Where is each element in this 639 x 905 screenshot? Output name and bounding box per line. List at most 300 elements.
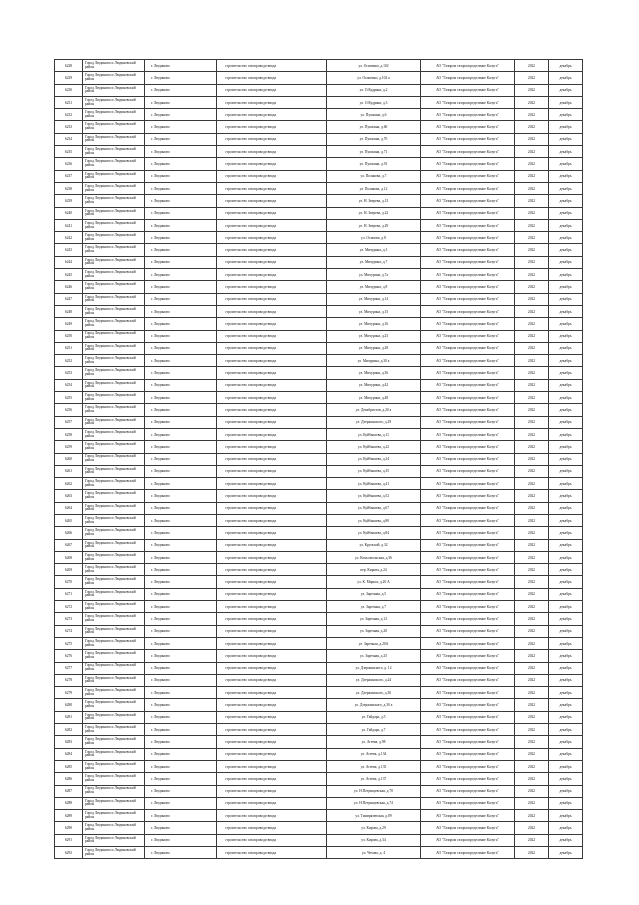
address-cell: ул. Пушкина, д.71 (327, 146, 421, 158)
year-cell: 2022 (515, 158, 549, 170)
table-row (55, 207, 583, 219)
locality-cell: г. Людиново (145, 674, 217, 686)
area-cell: Город Людиново и Людиновский район (83, 822, 145, 834)
work-type-cell: строительство газопровода-ввода (217, 60, 327, 72)
row-number-cell: 6231 (55, 96, 83, 108)
locality-cell: г. Людиново (145, 404, 217, 416)
table-row (55, 527, 583, 539)
row-number-cell: 6258 (55, 428, 83, 440)
year-cell: 2022 (515, 797, 549, 809)
address-cell: ул. Дзержинского, д.30 а (327, 699, 421, 711)
month-cell: декабрь (549, 158, 583, 170)
month-cell: декабрь (549, 256, 583, 268)
locality-cell: г. Людиново (145, 724, 217, 736)
organization-cell: АО "Газпром газораспределение Калуга" (421, 293, 515, 305)
month-cell: декабрь (549, 379, 583, 391)
work-type-cell: строительство газопровода-ввода (217, 588, 327, 600)
locality-cell: г. Людиново (145, 478, 217, 490)
table-row (55, 564, 583, 576)
year-cell: 2022 (515, 650, 549, 662)
area-cell: Город Людиново и Людиновский район (83, 810, 145, 822)
work-type-cell: строительство газопровода-ввода (217, 96, 327, 108)
organization-cell: АО "Газпром газораспределение Калуга" (421, 625, 515, 637)
row-number-cell: 6272 (55, 601, 83, 613)
year-cell: 2022 (515, 342, 549, 354)
organization-cell: АО "Газпром газораспределение Калуга" (421, 662, 515, 674)
organization-cell: АО "Газпром газораспределение Калуга" (421, 465, 515, 477)
table-row (55, 96, 583, 108)
locality-cell: г. Людиново (145, 637, 217, 649)
area-cell: Город Людиново и Людиновский район (83, 416, 145, 428)
area-cell: Город Людиново и Людиновский район (83, 121, 145, 133)
table-row (55, 588, 583, 600)
table-row (55, 453, 583, 465)
row-number-cell: 6280 (55, 699, 83, 711)
row-number-cell: 6243 (55, 244, 83, 256)
locality-cell: г. Людиново (145, 785, 217, 797)
month-cell: декабрь (549, 687, 583, 699)
organization-cell: АО "Газпром газораспределение Калуга" (421, 170, 515, 182)
month-cell: декабрь (549, 195, 583, 207)
month-cell: декабрь (549, 441, 583, 453)
address-cell: ул. Заречная, д.25 (327, 650, 421, 662)
row-number-cell: 6285 (55, 760, 83, 772)
table-row (55, 84, 583, 96)
table-row (55, 133, 583, 145)
organization-cell: АО "Газпром газораспределение Калуга" (421, 847, 515, 859)
area-cell: Город Людиново и Людиновский район (83, 84, 145, 96)
row-number-cell: 6273 (55, 613, 83, 625)
work-type-cell: строительство газопровода-ввода (217, 699, 327, 711)
address-cell: ул. Пушкина, д.6 (327, 109, 421, 121)
organization-cell: АО "Газпром газораспределение Калуга" (421, 404, 515, 416)
month-cell: декабрь (549, 219, 583, 231)
work-type-cell: строительство газопровода-ввода (217, 527, 327, 539)
address-cell: ул. Полякова, д.7 (327, 170, 421, 182)
work-type-cell: строительство газопровода-ввода (217, 182, 327, 194)
year-cell: 2022 (515, 392, 549, 404)
organization-cell: АО "Газпром газораспределение Калуга" (421, 195, 515, 207)
year-cell: 2022 (515, 514, 549, 526)
year-cell: 2022 (515, 785, 549, 797)
year-cell: 2022 (515, 773, 549, 785)
table-row (55, 822, 583, 834)
table-row (55, 195, 583, 207)
month-cell: декабрь (549, 699, 583, 711)
address-cell: ул. Осипенко, д.102 (327, 60, 421, 72)
work-type-cell: строительство газопровода-ввода (217, 84, 327, 96)
address-cell: ул. Крупской, д.32 (327, 539, 421, 551)
organization-cell: АО "Газпром газораспределение Калуга" (421, 379, 515, 391)
area-cell: Город Людиново и Людиновский район (83, 797, 145, 809)
address-cell: ул. Н. Зверева, д.22 (327, 207, 421, 219)
locality-cell: г. Людиново (145, 109, 217, 121)
table-row (55, 637, 583, 649)
month-cell: декабрь (549, 428, 583, 440)
area-cell: Город Людиново и Людиновский район (83, 133, 145, 145)
month-cell: декабрь (549, 810, 583, 822)
address-cell: ул. Мичурина, д.7 (327, 256, 421, 268)
locality-cell: г. Людиново (145, 133, 217, 145)
row-number-cell: 6257 (55, 416, 83, 428)
year-cell: 2022 (515, 367, 549, 379)
work-type-cell: строительство газопровода-ввода (217, 416, 327, 428)
organization-cell: АО "Газпром газораспределение Калуга" (421, 797, 515, 809)
work-type-cell: строительство газопровода-ввода (217, 601, 327, 613)
locality-cell: г. Людиново (145, 428, 217, 440)
table-row (55, 760, 583, 772)
table-row (55, 847, 583, 859)
area-cell: Город Людиново и Людиновский район (83, 613, 145, 625)
organization-cell: АО "Газпром газораспределение Калуга" (421, 773, 515, 785)
month-cell: декабрь (549, 453, 583, 465)
year-cell: 2022 (515, 121, 549, 133)
address-cell: ул. Полякова, д.12 (327, 182, 421, 194)
table-row (55, 551, 583, 563)
month-cell: декабрь (549, 121, 583, 133)
row-number-cell: 6252 (55, 355, 83, 367)
work-type-cell: строительство газопровода-ввода (217, 760, 327, 772)
address-cell: ул. Заречная, д.20 (327, 625, 421, 637)
locality-cell: г. Людиново (145, 773, 217, 785)
locality-cell: г. Людиново (145, 96, 217, 108)
work-type-cell: строительство газопровода-ввода (217, 219, 327, 231)
locality-cell: г. Людиново (145, 207, 217, 219)
organization-cell: АО "Газпром газораспределение Калуга" (421, 564, 515, 576)
work-type-cell: строительство газопровода-ввода (217, 256, 327, 268)
table-row (55, 158, 583, 170)
month-cell: декабрь (549, 650, 583, 662)
work-type-cell: строительство газопровода-ввода (217, 576, 327, 588)
work-type-cell: строительство газопровода-ввода (217, 404, 327, 416)
table-row (55, 514, 583, 526)
work-type-cell: строительство газопровода-ввода (217, 748, 327, 760)
work-type-cell: строительство газопровода-ввода (217, 195, 327, 207)
address-cell: ул. Пушкина, д.70 (327, 133, 421, 145)
organization-cell: АО "Газпром газораспределение Калуга" (421, 269, 515, 281)
work-type-cell: строительство газопровода-ввода (217, 662, 327, 674)
locality-cell: г. Людиново (145, 416, 217, 428)
year-cell: 2022 (515, 281, 549, 293)
address-cell: ул. Осипова, д.8 (327, 232, 421, 244)
address-cell: ул. Мичурина, д.36 (327, 367, 421, 379)
organization-cell: АО "Газпром газораспределение Калуга" (421, 158, 515, 170)
row-number-cell: 6279 (55, 687, 83, 699)
work-type-cell: строительство газопровода-ввода (217, 847, 327, 859)
table-row (55, 342, 583, 354)
row-number-cell: 6260 (55, 453, 83, 465)
organization-cell: АО "Газпром газораспределение Калуга" (421, 256, 515, 268)
month-cell: декабрь (549, 797, 583, 809)
locality-cell: г. Людиново (145, 72, 217, 84)
work-type-cell: строительство газопровода-ввода (217, 392, 327, 404)
row-number-cell: 6284 (55, 748, 83, 760)
address-cell: ул. Гайдара, д.5 (327, 711, 421, 723)
row-number-cell: 6251 (55, 342, 83, 354)
locality-cell: г. Людиново (145, 601, 217, 613)
area-cell: Город Людиново и Людиновский район (83, 637, 145, 649)
work-type-cell: строительство газопровода-ввода (217, 342, 327, 354)
year-cell: 2022 (515, 588, 549, 600)
work-type-cell: строительство газопровода-ввода (217, 822, 327, 834)
table-row (55, 748, 583, 760)
month-cell: декабрь (549, 564, 583, 576)
area-cell: Город Людиново и Людиновский район (83, 465, 145, 477)
address-cell: ул. К. Маркса, д.20 А (327, 576, 421, 588)
year-cell: 2022 (515, 170, 549, 182)
year-cell: 2022 (515, 207, 549, 219)
work-type-cell: строительство газопровода-ввода (217, 785, 327, 797)
work-type-cell: строительство газопровода-ввода (217, 453, 327, 465)
row-number-cell: 6239 (55, 195, 83, 207)
organization-cell: АО "Газпром газораспределение Калуга" (421, 551, 515, 563)
month-cell: декабрь (549, 305, 583, 317)
table-row (55, 244, 583, 256)
year-cell: 2022 (515, 847, 549, 859)
work-type-cell: строительство газопровода-ввода (217, 355, 327, 367)
address-cell: ул. Куйбышева, д.22 (327, 441, 421, 453)
work-type-cell: строительство газопровода-ввода (217, 650, 327, 662)
row-number-cell: 6271 (55, 588, 83, 600)
organization-cell: АО "Газпром газораспределение Калуга" (421, 305, 515, 317)
locality-cell: г. Людиново (145, 379, 217, 391)
locality-cell: г. Людиново (145, 797, 217, 809)
locality-cell: г. Людиново (145, 551, 217, 563)
row-number-cell: 6289 (55, 810, 83, 822)
organization-cell: АО "Газпром газораспределение Калуга" (421, 514, 515, 526)
locality-cell: г. Людиново (145, 564, 217, 576)
locality-cell: г. Людиново (145, 502, 217, 514)
address-cell: ул. Мичурина, д.42 (327, 379, 421, 391)
table-row (55, 232, 583, 244)
organization-cell: АО "Газпром газораспределение Калуга" (421, 760, 515, 772)
year-cell: 2022 (515, 182, 549, 194)
address-cell: ул. Мичурина, д.3 (327, 244, 421, 256)
locality-cell: г. Людиново (145, 269, 217, 281)
month-cell: декабрь (549, 662, 583, 674)
month-cell: декабрь (549, 773, 583, 785)
locality-cell: г. Людиново (145, 305, 217, 317)
locality-cell: г. Людиново (145, 588, 217, 600)
row-number-cell: 6247 (55, 293, 83, 305)
area-cell: Город Людиново и Людиновский район (83, 146, 145, 158)
locality-cell: г. Людиново (145, 330, 217, 342)
locality-cell: г. Людиново (145, 219, 217, 231)
organization-cell: АО "Газпром газораспределение Калуга" (421, 478, 515, 490)
organization-cell: АО "Газпром газораспределение Калуга" (421, 219, 515, 231)
month-cell: декабрь (549, 404, 583, 416)
year-cell: 2022 (515, 551, 549, 563)
address-cell: ул. Осипенко, д.102 а (327, 72, 421, 84)
address-cell: ул. Куйбышева, д.41 (327, 478, 421, 490)
gasification-table (54, 59, 583, 859)
row-number-cell: 6255 (55, 392, 83, 404)
address-cell: ул. Пушкина, д.60 (327, 121, 421, 133)
table-row (55, 219, 583, 231)
month-cell: декабрь (549, 490, 583, 502)
year-cell: 2022 (515, 428, 549, 440)
address-cell: пер. Кирова, д.24 (327, 564, 421, 576)
year-cell: 2022 (515, 576, 549, 588)
year-cell: 2022 (515, 637, 549, 649)
month-cell: декабрь (549, 416, 583, 428)
address-cell: ул. Н. Зверева, д.29 (327, 219, 421, 231)
address-cell: ул. Куйбышева, д.67 (327, 502, 421, 514)
area-cell: Город Людиново и Людиновский район (83, 551, 145, 563)
row-number-cell: 6292 (55, 847, 83, 859)
table-row (55, 441, 583, 453)
table-body (55, 60, 583, 859)
work-type-cell: строительство газопровода-ввода (217, 490, 327, 502)
year-cell: 2022 (515, 355, 549, 367)
year-cell: 2022 (515, 244, 549, 256)
month-cell: декабрь (549, 637, 583, 649)
area-cell: Город Людиново и Людиновский район (83, 760, 145, 772)
address-cell: ул. Мичурина, д.14 (327, 293, 421, 305)
address-cell: ул. Агеева, д.137 (327, 773, 421, 785)
table-row (55, 305, 583, 317)
table-row (55, 109, 583, 121)
organization-cell: АО "Газпром газораспределение Калуга" (421, 441, 515, 453)
organization-cell: АО "Газпром газораспределение Калуга" (421, 318, 515, 330)
area-cell: Город Людиново и Людиновский район (83, 662, 145, 674)
area-cell: Город Людиново и Людиновский район (83, 539, 145, 551)
row-number-cell: 6238 (55, 182, 83, 194)
table-row (55, 650, 583, 662)
table-row (55, 502, 583, 514)
month-cell: декабрь (549, 182, 583, 194)
area-cell: Город Людиново и Людиновский район (83, 72, 145, 84)
table-row (55, 490, 583, 502)
address-cell: ул. Дзержинского, д.24 (327, 674, 421, 686)
year-cell: 2022 (515, 219, 549, 231)
year-cell: 2022 (515, 834, 549, 846)
year-cell: 2022 (515, 564, 549, 576)
table-row (55, 539, 583, 551)
locality-cell: г. Людиново (145, 256, 217, 268)
locality-cell: г. Людиново (145, 748, 217, 760)
area-cell: Город Людиново и Людиновский район (83, 195, 145, 207)
address-cell: ул. Мичурина, д.30 а (327, 355, 421, 367)
row-number-cell: 6263 (55, 490, 83, 502)
year-cell: 2022 (515, 133, 549, 145)
month-cell: декабрь (549, 724, 583, 736)
year-cell: 2022 (515, 736, 549, 748)
row-number-cell: 6233 (55, 121, 83, 133)
work-type-cell: строительство газопровода-ввода (217, 109, 327, 121)
area-cell: Город Людиново и Людиновский район (83, 170, 145, 182)
work-type-cell: строительство газопровода-ввода (217, 330, 327, 342)
month-cell: декабрь (549, 170, 583, 182)
area-cell: Город Людиново и Людиновский район (83, 281, 145, 293)
row-number-cell: 6248 (55, 305, 83, 317)
address-cell: ул. Заречная, д.12 (327, 613, 421, 625)
month-cell: декабрь (549, 72, 583, 84)
organization-cell: АО "Газпром газораспределение Калуга" (421, 785, 515, 797)
organization-cell: АО "Газпром газораспределение Калуга" (421, 637, 515, 649)
address-cell: ул. Н. Зверева, д.13 (327, 195, 421, 207)
organization-cell: АО "Газпром газораспределение Калуга" (421, 182, 515, 194)
address-cell: ул. Куйбышева, д.11 (327, 428, 421, 440)
year-cell: 2022 (515, 416, 549, 428)
work-type-cell: строительство газопровода-ввода (217, 121, 327, 133)
year-cell: 2022 (515, 625, 549, 637)
area-cell: Город Людиново и Людиновский район (83, 60, 145, 72)
table-row (55, 392, 583, 404)
table-row (55, 121, 583, 133)
table-row (55, 699, 583, 711)
organization-cell: АО "Газпром газораспределение Калуга" (421, 109, 515, 121)
table-row (55, 576, 583, 588)
address-cell: ул. Мичурина, д.15 (327, 305, 421, 317)
work-type-cell: строительство газопровода-ввода (217, 613, 327, 625)
year-cell: 2022 (515, 601, 549, 613)
row-number-cell: 6249 (55, 318, 83, 330)
work-type-cell: строительство газопровода-ввода (217, 502, 327, 514)
organization-cell: АО "Газпром газораспределение Калуга" (421, 428, 515, 440)
area-cell: Город Людиново и Людиновский район (83, 330, 145, 342)
table-row (55, 416, 583, 428)
organization-cell: АО "Газпром газораспределение Калуга" (421, 502, 515, 514)
table-row (55, 330, 583, 342)
area-cell: Город Людиново и Людиновский район (83, 650, 145, 662)
work-type-cell: строительство газопровода-ввода (217, 810, 327, 822)
month-cell: декабрь (549, 232, 583, 244)
row-number-cell: 6266 (55, 527, 83, 539)
locality-cell: г. Людиново (145, 760, 217, 772)
month-cell: декабрь (549, 84, 583, 96)
work-type-cell: строительство газопровода-ввода (217, 244, 327, 256)
address-cell: ул. Кирова, д.29 (327, 822, 421, 834)
organization-cell: АО "Газпром газораспределение Калуга" (421, 613, 515, 625)
locality-cell: г. Людиново (145, 342, 217, 354)
year-cell: 2022 (515, 502, 549, 514)
locality-cell: г. Людиново (145, 293, 217, 305)
work-type-cell: строительство газопровода-ввода (217, 625, 327, 637)
month-cell: декабрь (549, 244, 583, 256)
area-cell: Город Людиново и Людиновский район (83, 625, 145, 637)
area-cell: Город Людиново и Людиновский район (83, 318, 145, 330)
locality-cell: г. Людиново (145, 170, 217, 182)
address-cell: ул. Мичурина, д.28 (327, 342, 421, 354)
address-cell: ул. Н.Петрищевская, д.74 (327, 797, 421, 809)
year-cell: 2022 (515, 478, 549, 490)
locality-cell: г. Людиново (145, 182, 217, 194)
locality-cell: г. Людиново (145, 625, 217, 637)
locality-cell: г. Людиново (145, 662, 217, 674)
organization-cell: АО "Газпром газораспределение Калуга" (421, 84, 515, 96)
month-cell: декабрь (549, 60, 583, 72)
area-cell: Город Людиново и Людиновский район (83, 441, 145, 453)
address-cell: ул. О.Кудрина, д.3 (327, 96, 421, 108)
month-cell: декабрь (549, 96, 583, 108)
year-cell: 2022 (515, 305, 549, 317)
month-cell: декабрь (549, 736, 583, 748)
locality-cell: г. Людиново (145, 453, 217, 465)
row-number-cell: 6288 (55, 797, 83, 809)
row-number-cell: 6245 (55, 269, 83, 281)
locality-cell: г. Людиново (145, 650, 217, 662)
row-number-cell: 6276 (55, 650, 83, 662)
area-cell: Город Людиново и Людиновский район (83, 232, 145, 244)
year-cell: 2022 (515, 662, 549, 674)
locality-cell: г. Людиново (145, 576, 217, 588)
row-number-cell: 6240 (55, 207, 83, 219)
locality-cell: г. Людиново (145, 834, 217, 846)
organization-cell: АО "Газпром газораспределение Калуга" (421, 416, 515, 428)
address-cell: ул. Куйбышева, д.84 (327, 527, 421, 539)
organization-cell: АО "Газпром газораспределение Калуга" (421, 674, 515, 686)
